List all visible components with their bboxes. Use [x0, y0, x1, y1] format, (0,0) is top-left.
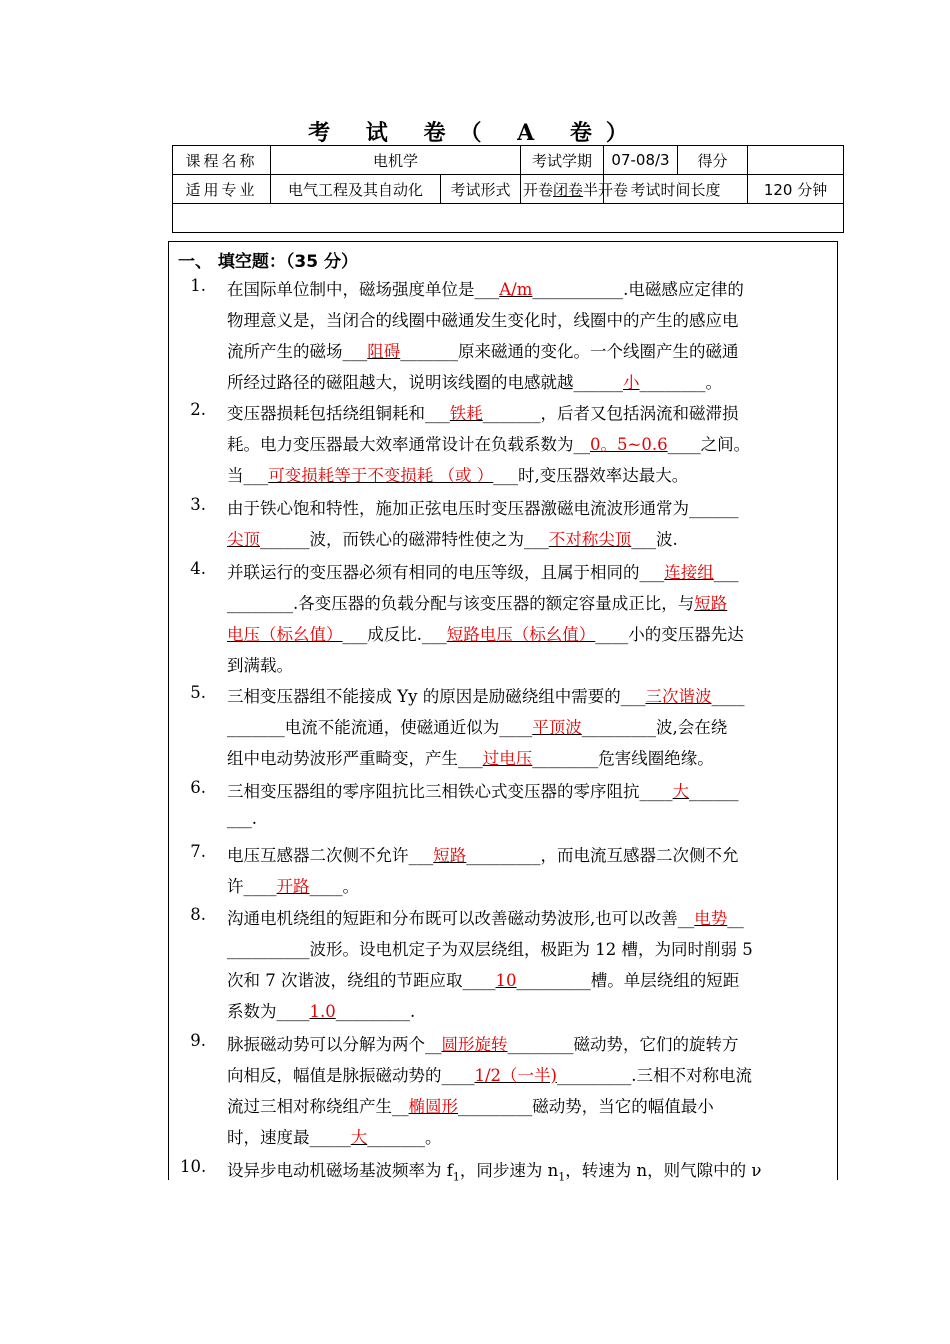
q5-line3: 组中电动势波形严重畸变，产生___过电压________危害线圈绝缘。 [227, 749, 714, 768]
q5-answer-1: 三次谐波 [645, 687, 712, 706]
q1-answer-1: A/m [499, 280, 533, 299]
q7-answer-2: 开路 [276, 877, 310, 896]
q2-line3: 当___可变损耗等于不变损耗 （或 ）___时,变压器效率达最大。 [227, 466, 689, 485]
section-title: 一、 填空题：（35 分） [178, 252, 358, 272]
q8-line4: 系数为____1.0_________. [227, 1002, 416, 1021]
q1-line4: 所经过路径的磁阻越大，说明该线圈的电感就越______小________。 [227, 373, 722, 392]
q1-answer-2: 阻碍 [367, 342, 401, 361]
q4-line3: 电压（标幺值）___成反比.___短路电压（标幺值）____小的变压器先达 [227, 625, 744, 644]
q3-line2: 尖顶______波，而铁心的磁滞特性使之为___不对称尖顶___波. [227, 530, 678, 549]
major-label: 适用专业 [173, 175, 271, 204]
q4-line2: ________.各变压器的负载分配与该变压器的额定容量成正比，与短路 [227, 594, 728, 613]
q7-line2: 许____开路____。 [227, 877, 359, 896]
q5-line1: 三相变压器组不能接成 Yy 的原因是励磁绕组中需要的___三次谐波____ [227, 687, 745, 706]
q4-answer-1: 连接组 [664, 563, 714, 582]
q9-number: 9. [190, 1031, 206, 1050]
form-open: 开卷 [523, 180, 554, 199]
q3-line1: 由于铁心饱和特性，施加正弦电压时变压器激磁电流波形通常为______ [227, 499, 739, 518]
q1-line3: 流所产生的磁场___阻碍_______原来磁通的变化。一个线圈产生的磁通 [227, 342, 739, 361]
q4-answer-2b: 电压（标幺值） [227, 625, 343, 644]
q10-line1: 设异步电动机磁场基波频率为 $f_1$，同步速为 $n_1$，转速为 n，则气隙中的 ν [227, 1161, 762, 1184]
q6-answer-1: 大 [672, 782, 689, 801]
exam-term-label: 考试学期 [521, 146, 604, 175]
header-blank-row [173, 204, 844, 233]
q6-number: 6. [190, 778, 206, 797]
q3-answer-1: 尖顶 [227, 530, 260, 549]
q2-line2: 耗。电力变压器最大效率通常设计在负载系数为__0。5~0.6____之间。 [227, 435, 751, 454]
q9-answer-4: 大 [350, 1128, 368, 1147]
q7-line1: 电压互感器二次侧不允许___短路_________，而电流互感器二次侧不允 [227, 846, 739, 865]
exam-form-value [521, 175, 629, 204]
q9-answer-3: 椭圆形 [408, 1097, 458, 1116]
q4-number: 4. [190, 559, 206, 578]
q4-line4: 到满载。 [227, 656, 293, 675]
form-closed: 闭卷 [553, 180, 584, 199]
score-value [748, 146, 844, 175]
exam-form-label: 考试形式 [441, 175, 521, 204]
q2-answer-1: 铁耗 [449, 404, 483, 423]
q6-line1: 三相变压器组的零序阻抗比三相铁心式变压器的零序阻抗____大______ [227, 782, 739, 801]
q8-line2: __________波形。设电机定子为双层绕组，极距为 12 槽，为同时削弱 5 [227, 940, 753, 959]
q8-answer-3: 1.0 [309, 1002, 336, 1021]
q9-line3: 流过三相对称绕组产生__椭圆形_________磁动势，当它的幅值最小 [227, 1097, 714, 1116]
q9-line4: 时，速度最_____大_______。 [227, 1128, 442, 1147]
exam-term-value: 07-08/3 [604, 146, 678, 175]
duration-value: 120 分钟 [748, 175, 844, 204]
q8-line3: 次和 7 次谐波，绕组的节距应取____10_________槽。单层绕组的短距 [227, 971, 740, 990]
exam-header-table [172, 145, 844, 233]
q8-answer-1: 电势 [694, 909, 728, 928]
course-name-label: 课程名称 [173, 146, 271, 175]
q4-line1: 并联运行的变压器必须有相同的电压等级，且属于相同的___连接组___ [227, 563, 739, 582]
q7-answer-1: 短路 [433, 846, 467, 865]
exam-title: 考 试 卷（ A 卷） [308, 120, 642, 146]
q2-answer-3: 可变损耗等于不变损耗 （或 ） [268, 466, 494, 485]
q8-line1: 沟通电机绕组的短距和分布既可以改善磁动势波形,也可以改善__电势__ [227, 909, 744, 928]
course-name-value: 电机学 [271, 146, 521, 175]
duration-label: 考试时间长度 [604, 175, 748, 204]
q1-line2: 物理意义是，当闭合的线圈中磁通发生变化时，线圈中的产生的感应电 [227, 311, 739, 330]
q10-number: 10. [180, 1157, 207, 1176]
q4-answer-2a: 短路 [694, 594, 728, 613]
q8-answer-2: 10 [495, 971, 517, 990]
q5-answer-3: 过电压 [482, 749, 533, 768]
q7-number: 7. [190, 842, 206, 861]
q2-line1: 变压器损耗包括绕组铜耗和___铁耗_______，后者又包括涡流和磁滞损 [227, 404, 739, 423]
q9-answer-2: 1/2（一半) [474, 1066, 557, 1085]
q1-line1: 在国际单位制中，磁场强度单位是___A/m___________.电磁感应定律的 [227, 280, 744, 299]
q1-answer-3: 小 [623, 373, 640, 392]
q9-answer-1: 圆形旋转 [441, 1035, 508, 1054]
q4-answer-3: 短路电压（标幺值） [446, 625, 596, 644]
q6-line2: ___. [227, 809, 257, 828]
q9-line2: 向相反，幅值是脉振磁动势的____1/2（一半)_________.三相不对称电流 [227, 1066, 752, 1085]
q5-number: 5. [190, 683, 206, 702]
q8-number: 8. [190, 905, 206, 924]
q2-number: 2. [190, 400, 206, 419]
major-value: 电气工程及其自动化 [271, 175, 441, 204]
q3-number: 3. [190, 495, 206, 514]
q9-line1: 脉振磁动势可以分解为两个__圆形旋转________磁动势，它们的旋转方 [227, 1035, 739, 1054]
score-label: 得分 [678, 146, 748, 175]
q1-number: 1. [190, 276, 206, 295]
form-half-open: 半开卷 [583, 180, 629, 199]
q2-answer-2: 0。5~0.6 [590, 435, 668, 454]
q5-answer-2: 平顶波 [532, 718, 582, 737]
q3-answer-2: 不对称尖顶 [548, 530, 632, 549]
q5-line2: _______电流不能流通，使磁通近似为____平顶波_________波,会在绕 [227, 718, 728, 737]
